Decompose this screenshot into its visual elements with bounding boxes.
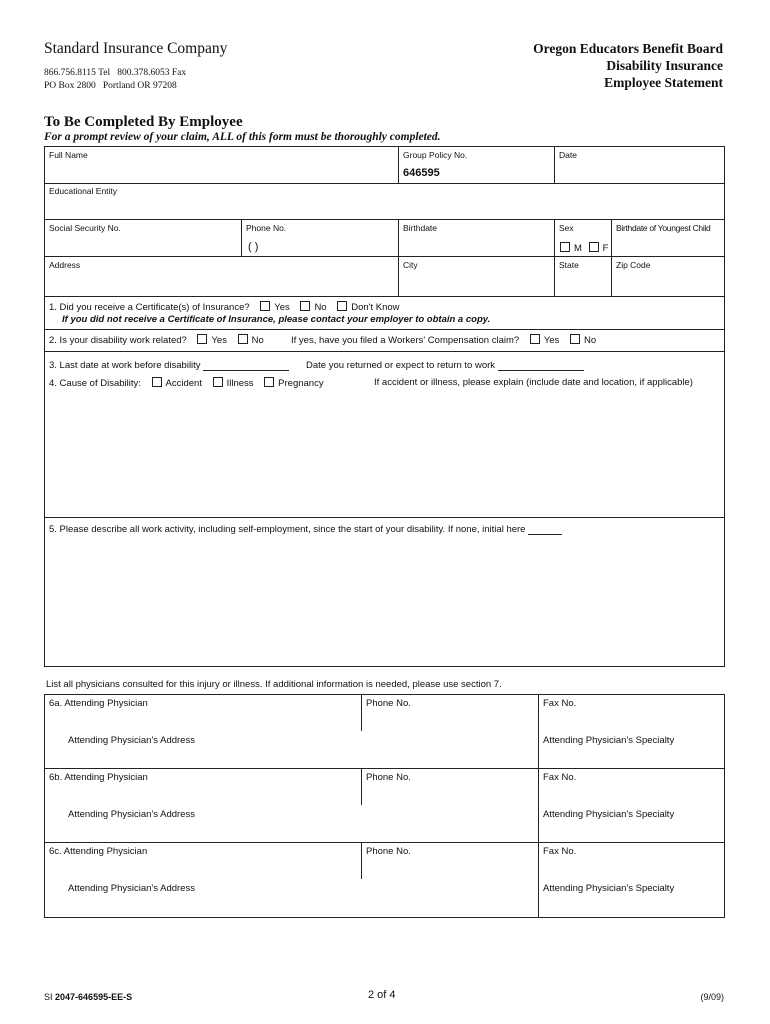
physician-6a-address-label: Attending Physician's Address <box>68 735 195 746</box>
divider <box>241 219 242 256</box>
divider <box>44 219 725 220</box>
divider <box>44 329 725 330</box>
q1-dont-know-label: Don't Know <box>351 302 400 313</box>
q2-followup-no-label: No <box>583 335 597 346</box>
phone-number: 866.756.8115 Tel <box>44 68 111 78</box>
divider <box>44 183 725 184</box>
form-title-line2: Disability Insurance <box>606 58 723 73</box>
q3-return-text: Date you returned or expect to return to work <box>306 360 496 371</box>
q2-yes-checkbox[interactable] <box>197 334 207 344</box>
contact-address-line <box>44 81 177 91</box>
physician-6c-phone-label: Phone No. <box>366 846 411 857</box>
physician-6a-fax-label: Fax No. <box>543 698 577 709</box>
q4-text: 4. Cause of Disability: <box>49 378 141 389</box>
divider <box>44 842 725 843</box>
divider <box>44 517 725 518</box>
divider <box>398 219 399 296</box>
physician-6c-specialty-label: Attending Physician's Specialty <box>543 883 675 894</box>
date-field[interactable] <box>555 161 724 182</box>
fax-number: 800.378.6053 Fax <box>117 68 187 78</box>
full-name-field[interactable] <box>45 161 397 182</box>
question-2 <box>49 334 264 346</box>
q2-yes-label: Yes <box>211 335 227 346</box>
physician-6a-label: 6a. Attending Physician <box>49 698 148 709</box>
q1-no-checkbox[interactable] <box>300 301 310 311</box>
ssn-label: Social Security No. <box>49 223 121 233</box>
q4-pregnancy-label: Pregnancy <box>278 378 324 389</box>
physician-6b-label: 6b. Attending Physician <box>49 772 148 783</box>
q2-no-checkbox[interactable] <box>238 334 248 344</box>
question-3-return <box>306 360 584 371</box>
q4-illness-label: Illness <box>226 378 254 389</box>
q2-text: 2. Is your disability work related? <box>49 335 187 346</box>
q4-explain-text: If accident or illness, please explain (include date and location, if applicable) <box>374 377 693 388</box>
q2-followup-no-checkbox[interactable] <box>570 334 580 344</box>
po-box: PO Box 2800 <box>44 81 96 91</box>
q1-yes-checkbox[interactable] <box>260 301 270 311</box>
physician-6b-phone-label: Phone No. <box>366 772 411 783</box>
divider <box>361 842 362 879</box>
physician-6b-specialty-label: Attending Physician's Specialty <box>543 809 675 820</box>
work-activity-field[interactable] <box>45 540 724 666</box>
address-label: Address <box>49 260 81 270</box>
form-prefix: SI <box>44 992 53 1002</box>
form-title-line3: Employee Statement <box>604 75 723 90</box>
divider <box>361 694 362 731</box>
sex-label: Sex <box>559 223 574 233</box>
q5-text: 5. Please describe all work activity, including self-employment, since the start of your disability. If none, initial here <box>49 524 526 535</box>
divider <box>44 296 725 297</box>
phone-area-code[interactable]: ( ) <box>248 241 259 253</box>
zip-label: Zip Code <box>616 260 651 270</box>
full-name-label: Full Name <box>49 150 88 160</box>
q1-note: If you did not receive a Certificate of Insurance, please contact your employer to obtain a copy. <box>62 314 491 325</box>
question-3 <box>49 360 289 371</box>
section-title: To Be Completed By Employee <box>44 114 243 130</box>
physician-6c-label: 6c. Attending Physician <box>49 846 148 857</box>
cause-explanation-field[interactable] <box>45 392 724 516</box>
page-number: 2 of 4 <box>368 989 396 1001</box>
divider <box>361 768 362 805</box>
divider <box>611 219 612 296</box>
physician-6a-specialty-label: Attending Physician's Specialty <box>543 735 675 746</box>
q5-initial-field[interactable] <box>528 534 562 535</box>
q4-accident-label: Accident <box>165 378 202 389</box>
educational-entity-label: Educational Entity <box>49 186 118 196</box>
sex-f-label: F <box>602 243 609 254</box>
physician-6c-address-label: Attending Physician's Address <box>68 883 195 894</box>
physician-6a-phone-label: Phone No. <box>366 698 411 709</box>
form-title-line1: Oregon Educators Benefit Board <box>533 41 723 56</box>
q1-text: 1. Did you receive a Certificate(s) of Insurance? <box>49 302 250 313</box>
q2-followup-yes-checkbox[interactable] <box>530 334 540 344</box>
birthdate-label: Birthdate <box>403 223 438 233</box>
sex-f-checkbox[interactable] <box>589 242 599 252</box>
sex-m-label: M <box>574 243 582 254</box>
q3-text: 3. Last date at work before disability <box>49 360 201 371</box>
divider <box>44 768 725 769</box>
q1-yes-label: Yes <box>274 302 290 313</box>
q2-no-label: No <box>251 335 264 346</box>
divider <box>554 219 555 296</box>
physician-6c-fax-label: Fax No. <box>543 846 577 857</box>
sex-options <box>552 242 608 254</box>
company-city: Portland OR 97208 <box>102 81 177 91</box>
divider <box>44 351 725 352</box>
section-subtitle: For a prompt review of your claim, ALL of this form must be thoroughly completed. <box>44 131 441 143</box>
last-date-field[interactable] <box>203 370 289 371</box>
q1-dont-know-checkbox[interactable] <box>337 301 347 311</box>
contact-phone-line <box>44 68 186 78</box>
city-label: City <box>403 260 418 270</box>
form-code: 2047-646595-EE-S <box>55 992 133 1002</box>
question-1 <box>49 301 400 313</box>
form-number <box>44 992 132 1002</box>
question-4 <box>49 377 324 389</box>
physicians-intro: List all physicians consulted for this injury or illness. If additional information is needed, please use section 7. <box>46 679 502 690</box>
divider <box>44 256 725 257</box>
q4-illness-checkbox[interactable] <box>213 377 223 387</box>
q4-pregnancy-checkbox[interactable] <box>264 377 274 387</box>
question-5 <box>49 524 562 535</box>
return-date-field[interactable] <box>498 370 584 371</box>
group-policy-label: Group Policy No. <box>403 150 468 160</box>
divider <box>398 146 399 183</box>
q2-followup-yes-label: Yes <box>543 335 560 346</box>
q1-no-label: No <box>314 302 327 313</box>
company-name: Standard Insurance Company <box>44 40 228 57</box>
question-2-followup <box>291 334 596 346</box>
sex-m-checkbox[interactable] <box>560 242 570 252</box>
q4-accident-checkbox[interactable] <box>152 377 162 387</box>
physician-6b-address-label: Attending Physician's Address <box>68 809 195 820</box>
q2-followup-text: If yes, have you filed a Workers' Compensation claim? <box>291 335 520 346</box>
state-label: State <box>559 260 579 270</box>
divider <box>538 694 539 918</box>
phone-label: Phone No. <box>246 223 287 233</box>
date-label: Date <box>559 150 577 160</box>
group-policy-value: 646595 <box>403 167 440 179</box>
youngest-child-label: Birthdate of Youngest Child <box>616 223 711 233</box>
educational-entity-field[interactable] <box>45 197 724 218</box>
revision-date: (9/09) <box>700 992 724 1002</box>
physician-6b-fax-label: Fax No. <box>543 772 577 783</box>
